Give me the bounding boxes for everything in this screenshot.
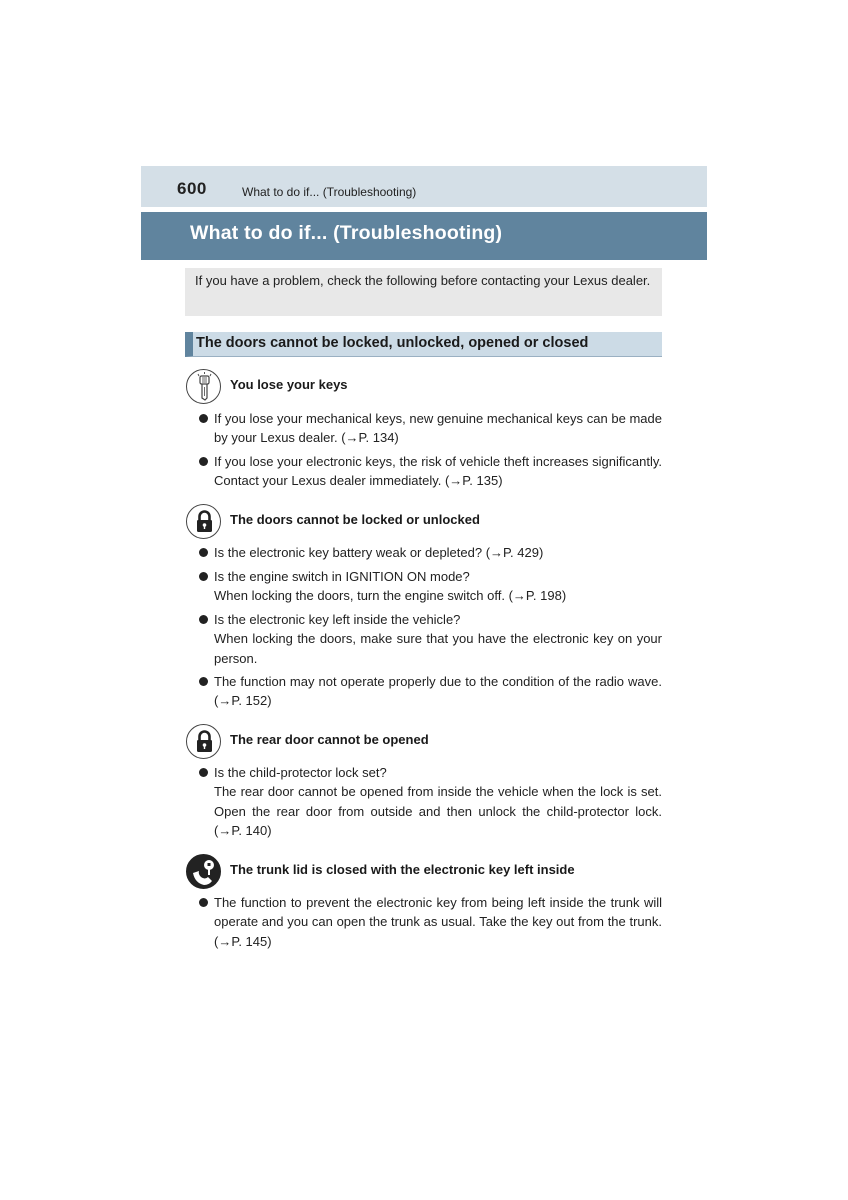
list-item-text: If you lose your mechanical keys, new genuine mechanical keys can be made by your Lexus dealer. (→P. 134) (214, 411, 662, 446)
subsection-heading-text: The doors cannot be locked or unlocked (230, 512, 480, 527)
bullet-icon (199, 615, 208, 624)
list-item (196, 543, 662, 562)
list-item-text: If you lose your electronic keys, the risk of vehicle theft increases significantly. Contact your Lexus dealer immediately. (→P. 135) (214, 454, 662, 489)
list-item-text: When locking the doors, turn the engine switch off. (→P. 198) (214, 588, 567, 604)
bullet-icon (199, 898, 208, 907)
list-item (196, 763, 662, 840)
list-item-text: Is the engine switch in IGNITION ON mode? (214, 569, 470, 584)
running-title: What to do if... (Troubleshooting) (242, 185, 417, 199)
lock-icon (186, 504, 221, 539)
list-item-text: When locking the doors, make sure that you have the electronic key on your person. (214, 631, 662, 666)
page-number: 600 (177, 179, 207, 198)
list-item (196, 409, 662, 448)
bullet-icon (199, 572, 208, 581)
list-item (196, 672, 662, 711)
section-heading: The doors cannot be locked, unlocked, opened or closed (196, 335, 589, 351)
subsection-heading-text: You lose your keys (230, 377, 348, 392)
list-item (196, 567, 662, 606)
list-item (196, 452, 662, 491)
bullet-icon (199, 677, 208, 686)
trunk-key-icon (186, 854, 221, 889)
lock-icon (186, 724, 221, 759)
list-item (196, 610, 662, 668)
list-item-text: The function to prevent the electronic key from being left inside the trunk will operate and you can open the trunk as usual. Take the key out from the trunk. (→P. 145) (214, 895, 662, 949)
key-icon (186, 369, 221, 404)
subsection-heading-text: The rear door cannot be opened (230, 732, 429, 747)
list-item-text: Is the electronic key left inside the vehicle? (214, 612, 461, 627)
page-header (141, 166, 707, 207)
bullet-icon (199, 457, 208, 466)
chapter-title: What to do if... (Troubleshooting) (190, 222, 503, 244)
subsection-heading-text: The trunk lid is closed with the electronic key left inside (230, 862, 575, 877)
chapter-title-band (141, 212, 707, 260)
list-item-text: The rear door cannot be opened from inside the vehicle when the lock is set. Open the rear door from outside and then unlock the child-protector lock. (→P. 140) (214, 784, 662, 838)
bullet-icon (199, 548, 208, 557)
list-item (196, 893, 662, 951)
section-heading-bar (185, 332, 662, 357)
list-item-text: The function may not operate properly due to the condition of the radio wave. (→P. 152) (214, 674, 662, 709)
bullet-icon (199, 768, 208, 777)
bullet-icon (199, 414, 208, 423)
intro-note: If you have a problem, check the following before contacting your Lexus dealer. (185, 268, 662, 316)
list-item-text: Is the child-protector lock set? (214, 765, 387, 780)
list-item-text: Is the electronic key battery weak or depleted? (→P. 429) (214, 545, 544, 560)
